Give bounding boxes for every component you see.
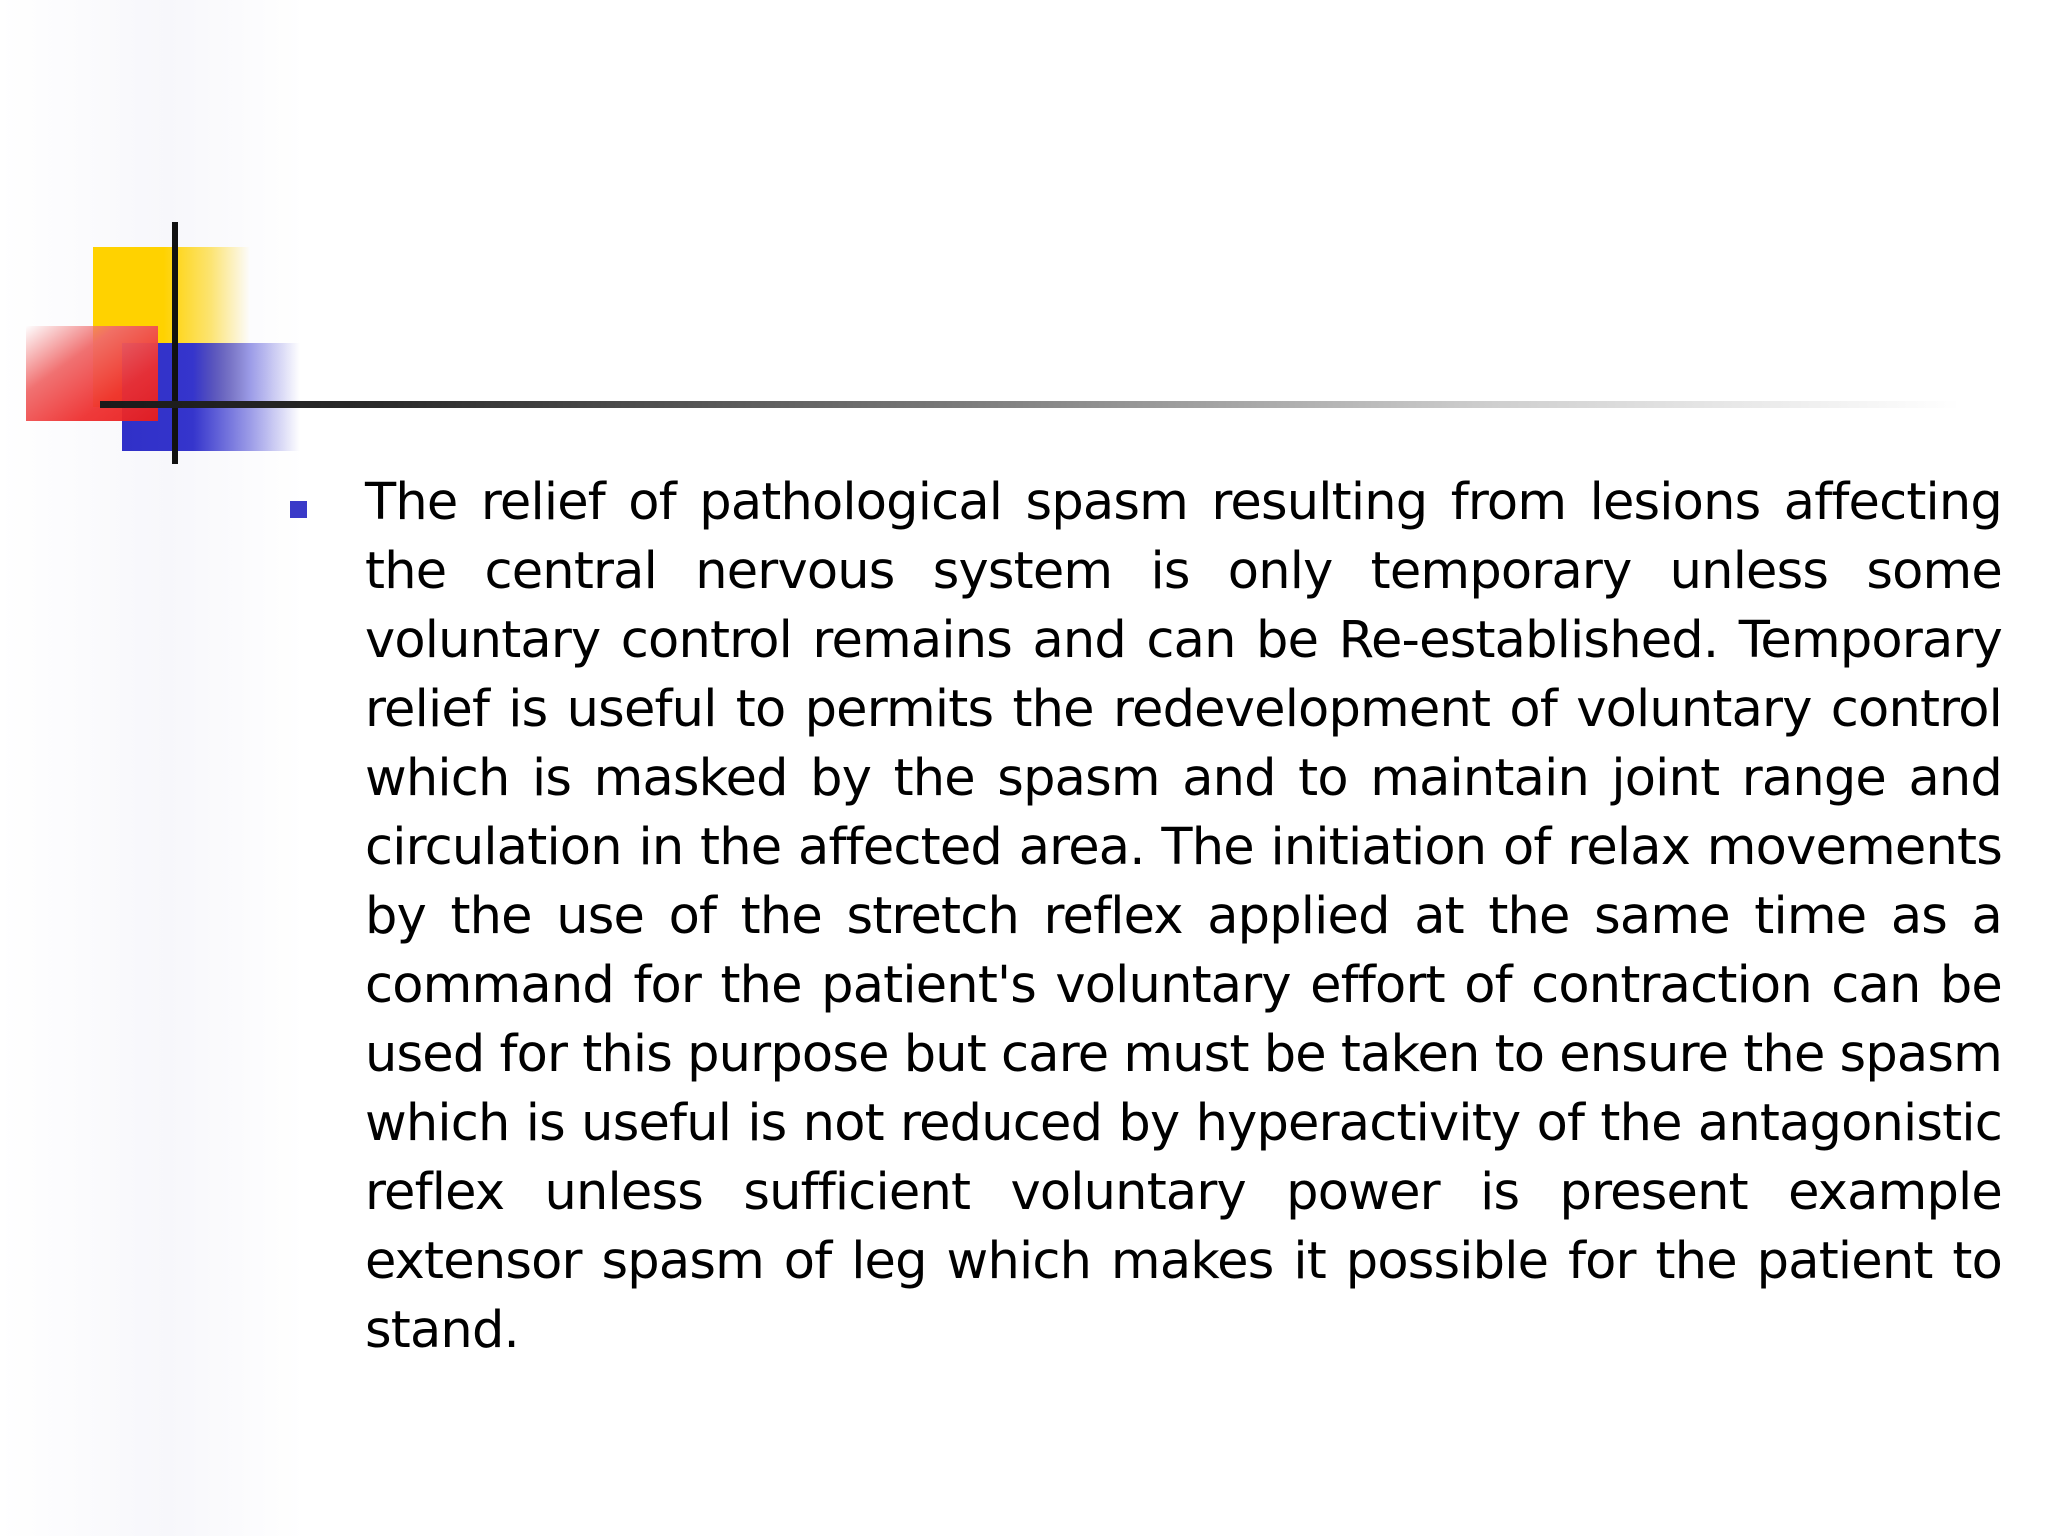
bullet-paragraph: The relief of pathological spasm resulting from lesions affecting the central nervous system is only temporary unless some voluntary control remains and can be Re-established. Temporary relief is useful to permits the redevelopment of voluntary control which is masked by the spasm and to maintain joint range and circulation in the affected area. The initiation of relax movements by the use of the stretch reflex applied at the same time as a command for the patient's voluntary effort of contraction can be used for this purpose but care must be taken to ensure the spasm which is useful is not reduced by hyperactivity of the antagonistic reflex unless sufficient voluntary power is present example extensor spasm of leg which makes it possible for the patient to stand. bbox=[365, 473, 2002, 1360]
horizontal-rule bbox=[100, 401, 1960, 408]
vertical-rule bbox=[172, 222, 178, 464]
corner-decoration bbox=[0, 0, 320, 480]
square-bullet-icon bbox=[290, 501, 307, 518]
